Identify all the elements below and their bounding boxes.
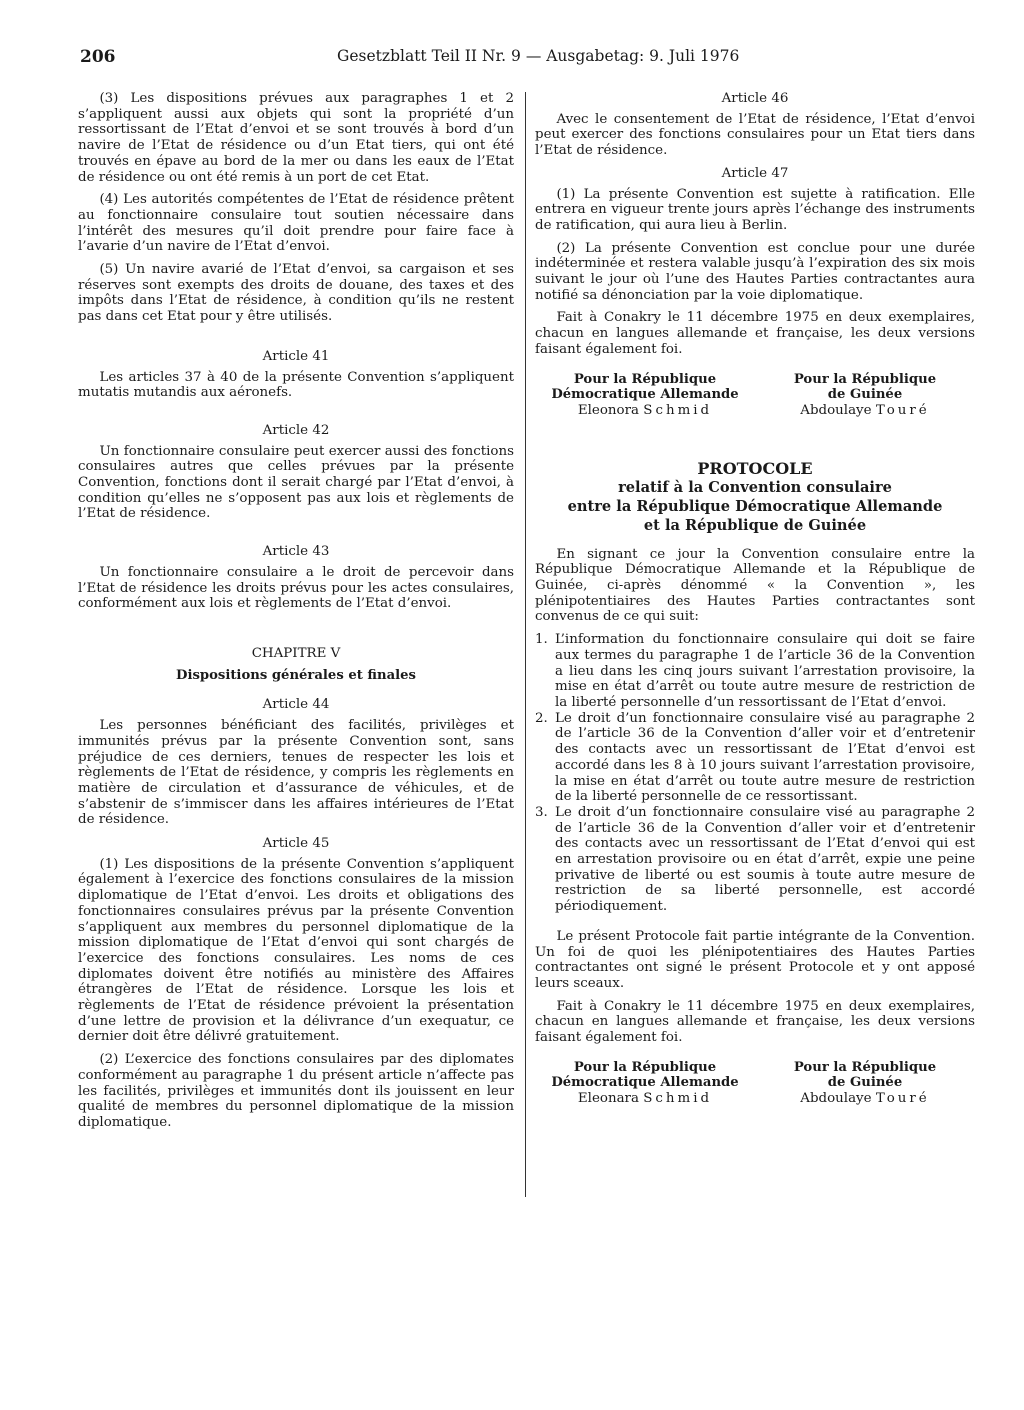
article-42-text: Un fonctionnaire consulaire peut exercer aussi des fonctions consulaires autres que celles prévues par la présente Convention, fonctions dont il serait chargé par l’Etat d’envoi, à condition qu’elles ne s’opposent pas aux lois et règlements de l’Etat de résidence. bbox=[78, 443, 514, 522]
protocol-items bbox=[535, 632, 975, 915]
paragraph-5: (5) Un navire avarié de l’Etat d’envoi, sa cargaison et ses réserves sont exempts des droits de douane, des taxes et des impôts dans l’Etat de résidence, à condition qu’ils ne restent pas dans cet Etat pour y être utilisés. bbox=[78, 262, 514, 325]
signatory-name bbox=[545, 1091, 745, 1107]
list-item-number: 1. bbox=[535, 632, 548, 648]
signatory-name bbox=[545, 403, 745, 419]
list-item-text: L’information du fonctionnaire consulaire qui doit se faire aux termes du paragraphe 1 de l’article 36 de la Convention a lieu dans les cinq jours suivant l’arrestation provisoire, la mise en état d’arrêt ou toute autre mesure de restriction de la liberté personnelle d’un ressortissant de l’Etat d’envoi. bbox=[555, 632, 975, 710]
article-41-text: Les articles 37 à 40 de la présente Convention s’appliquent mutatis mutandis aux aéronefs. bbox=[78, 369, 514, 401]
article-44-heading: Article 44 bbox=[262, 697, 330, 713]
signatory-first-name: Abdoulaye bbox=[800, 402, 872, 418]
signatory-first-name: Eleonora bbox=[577, 402, 639, 418]
signature-block-protocol bbox=[535, 1060, 975, 1107]
article-42-heading: Article 42 bbox=[262, 422, 330, 438]
signatory-first-name: Abdoulaye bbox=[800, 1091, 872, 1107]
signatory-country-line-1: Pour la République bbox=[793, 1059, 937, 1075]
signatory-last-name: Schmid bbox=[643, 402, 713, 418]
signatory-name bbox=[765, 403, 965, 419]
protocol-subtitle-1: relatif à la Convention consulaire bbox=[618, 478, 892, 496]
signatory-country-line-2: de Guinée bbox=[827, 387, 903, 403]
signatory-country-line-1: Pour la République bbox=[573, 371, 717, 387]
protocol-intro: En signant ce jour la Convention consulaire entre la République Démocratique Allemande et la République de Guinée, ci-après dénommé « la Convention », les plénipotentiaires des Hautes Parties contractantes sont convenus de ce qui suit: bbox=[535, 546, 975, 625]
article-43-heading: Article 43 bbox=[262, 544, 330, 560]
signatory-name bbox=[765, 1091, 965, 1107]
list-item-number: 3. bbox=[535, 804, 548, 820]
page-header bbox=[80, 47, 1010, 69]
signature-guinea bbox=[765, 1060, 965, 1107]
signatory-country-line-1: Pour la République bbox=[573, 1059, 717, 1075]
done-at-statement-2: Fait à Conakry le 11 décembre 1975 en deux exemplaires, chacun en langues allemande et française, les deux versions faisant également foi. bbox=[535, 998, 975, 1046]
signatory-last-name: Schmid bbox=[643, 1091, 713, 1107]
running-title: Gesetzblatt Teil II Nr. 9 — Ausgabetag: 9. Juli 1976 bbox=[337, 47, 740, 65]
paragraph-3: (3) Les dispositions prévues aux paragraphes 1 et 2 s’appliquent aussi aux objets qui sont la propriété d’un ressortissant de l’Etat d’envoi et se sont trouvés à bord d’un navire de l’Etat de résidence ou d’un Etat tiers, qui ont été trouvés en épave au bord de la mer ou dans les eaux de l’Etat de résidence ou ont été remis à un port de cet Etat. bbox=[78, 91, 514, 185]
signatory-last-name: Touré bbox=[875, 402, 930, 418]
signature-guinea bbox=[765, 372, 965, 419]
list-item bbox=[535, 632, 975, 711]
article-43-text: Un fonctionnaire consulaire a le droit de percevoir dans l’Etat de résidence les droits prévus pour les actes consulaires, conformément aux lois et règlements de l’Etat d’envoi. bbox=[78, 564, 514, 612]
signatory-country-line-1: Pour la République bbox=[793, 371, 937, 387]
article-46-text: Avec le consentement de l’Etat de résidence, l’Etat d’envoi peut exercer des fonctions consulaires pour un Etat tiers dans l’Etat de résidence. bbox=[535, 111, 975, 159]
article-47-paragraph-1: (1) La présente Convention est sujette à ratification. Elle entrera en vigueur trente jours après l’échange des instruments de ratification, qui aura lieu à Berlin. bbox=[535, 186, 975, 233]
signature-gdr bbox=[545, 1060, 745, 1107]
article-45-paragraph-2: (2) L’exercice des fonctions consulaires par des diplomates conformément au paragraphe 1 du présent article n’affecte pas les facilités, privilèges et immunités dont ils jouissent en leur qualité de membres du personnel diplomatique de la mission diplomatique. bbox=[78, 1052, 514, 1130]
signatory-country-line-2: de Guinée bbox=[827, 1075, 903, 1091]
signatory-country-line-2: Démocratique Allemande bbox=[551, 1075, 739, 1091]
article-45-paragraph-1: (1) Les dispositions de la présente Convention s’appliquent également à l’exercice des fonctions consulaires de la mission diplomatique de l’Etat d’envoi. Les droits et obligations des fonctionnaires consulaires prévus par la présente Convention s’appliquent aux membres du personnel diplomatique de la mission diplomatique de l’Etat d’envoi qui sont chargés de l’exercice des fonctions consulaires. Les noms de ces diplomates doivent être notifiés au ministère des Affaires étrangères de l’Etat de résidence. Lorsque les lois et règlements de l’Etat de résidence prévoient la présentation d’une lettre de provision et la délivrance d’un exequatur, ce dernier doit être délivré gratuitement. bbox=[78, 856, 514, 1045]
left-column bbox=[78, 91, 514, 1138]
column-divider bbox=[525, 92, 526, 1197]
list-item bbox=[535, 711, 975, 805]
paragraph-4: (4) Les autorités compétentes de l’Etat de résidence prêtent au fonctionnaire consulaire tout soutien nécessaire dans l’intérêt des mesures qu’il doit prendre pour faire face à l’avarie d’un navire de l’Etat d’envoi. bbox=[78, 192, 514, 255]
signatory-country-line-2: Démocratique Allemande bbox=[551, 387, 739, 403]
list-item-text: Le droit d’un fonctionnaire consulaire visé au paragraphe 2 de l’article 36 de la Convention d’aller voir et d’entretenir des contacts avec un ressortissant de l’Etat d’envoi qui est en arrestation provisoire ou en état d’arrêt, expie une peine privative de liberté ou est soumis à toute autre mesure de restriction de sa liberté personnelle, est accordé périodiquement. bbox=[555, 804, 975, 915]
article-47-paragraph-2: (2) La présente Convention est conclue pour une durée indéterminée et restera valable jusqu’à l’expiration des six mois suivant le jour où l’une des Hautes Parties contractantes aura notifié sa dénonciation par la voie diplomatique. bbox=[535, 240, 975, 303]
signature-gdr bbox=[545, 372, 745, 419]
list-item-number: 2. bbox=[535, 710, 548, 726]
page-number: 206 bbox=[80, 47, 116, 67]
signatory-last-name: Touré bbox=[875, 1091, 930, 1107]
list-item-text: Le droit d’un fonctionnaire consulaire visé au paragraphe 2 de l’article 36 de la Convention d’aller voir et d’entretenir des contacts avec un ressortissant de l’Etat d’envoi est accordé dans les 8 à 10 jours suivant l’arrestation provisoire, la mise en état d’arrêt ou toute autre mesure de restriction de la liberté personnelle de ce ressortissant. bbox=[555, 710, 975, 805]
article-45-heading: Article 45 bbox=[262, 836, 330, 852]
article-44-text: Les personnes bénéficiant des facilités, privilèges et immunités prévus par la présente Convention sont, sans préjudice de ces derniers, tenues de respecter les lois et règlements de l’Etat de résidence, y compris les règlements en matière de circulation et d’assurance de véhicules, et de s’abstenir de s’immiscer dans les affaires intérieures de l’Etat de résidence. bbox=[78, 718, 514, 828]
signature-block-convention bbox=[535, 372, 975, 419]
right-column bbox=[535, 91, 975, 1107]
article-41-heading: Article 41 bbox=[262, 348, 330, 364]
list-item bbox=[535, 805, 975, 915]
done-at-statement-1: Fait à Conakry le 11 décembre 1975 en deux exemplaires, chacun en langues allemande et française, les deux versions faisant également foi. bbox=[535, 310, 975, 357]
protocol-subtitle-3: et la République de Guinée bbox=[643, 516, 867, 534]
protocol-subtitle-2: entre la République Démocratique Allemande bbox=[567, 497, 943, 515]
article-47-heading: Article 47 bbox=[721, 165, 789, 181]
signatory-first-name: Eleonara bbox=[577, 1091, 639, 1107]
protocol-integral-part: Le présent Protocole fait partie intégrante de la Convention. Un foi de quoi les plénipotentiaires des Hautes Parties contractantes ont signé le présent Protocole et y ont apposé leurs sceaux. bbox=[535, 928, 975, 991]
protocol-title: PROTOCOLE bbox=[697, 458, 813, 478]
chapter-title: Dispositions générales et finales bbox=[176, 667, 416, 683]
protocol-heading bbox=[535, 459, 975, 535]
article-46-heading: Article 46 bbox=[721, 91, 789, 106]
chapter-heading: CHAPITRE V bbox=[251, 645, 341, 661]
